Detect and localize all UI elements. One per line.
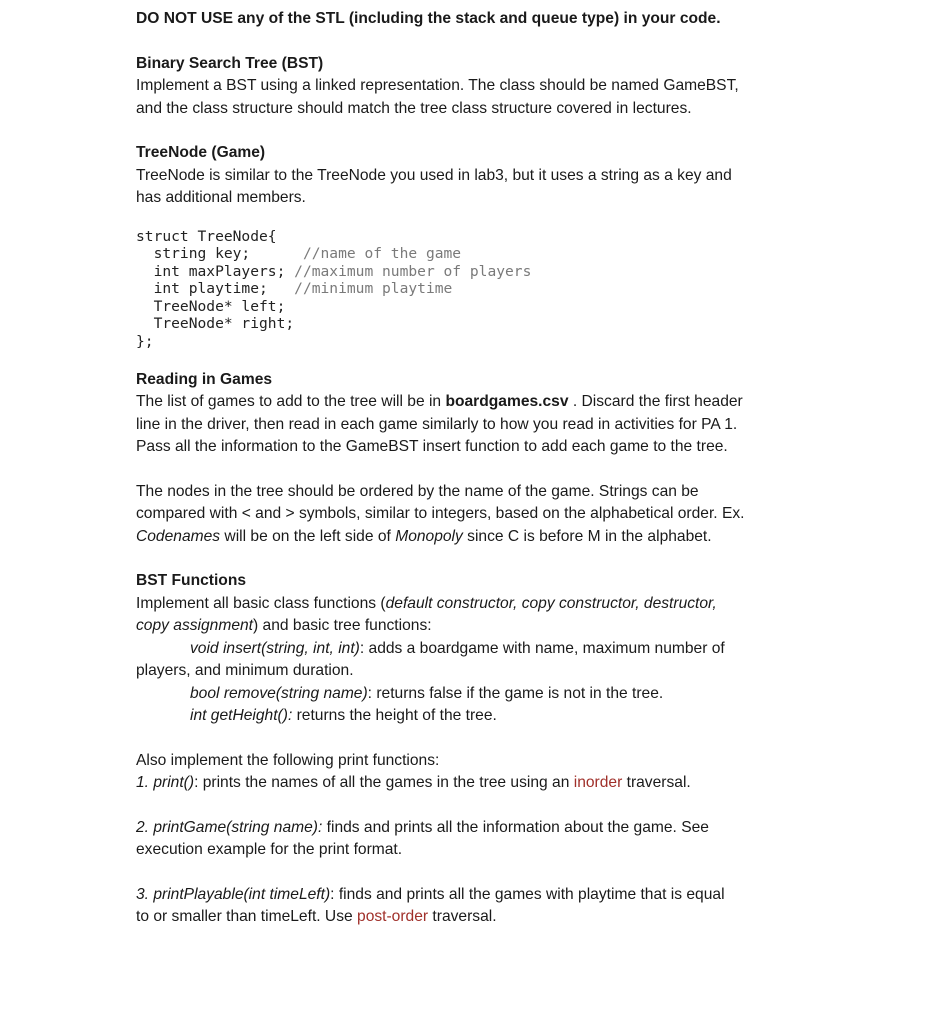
functions-line: Implement all basic class functions (default constructor, copy constructor, destructor, [136,594,717,612]
remove-line: bool remove(string name): returns false if the game is not in the tree. [190,684,664,702]
insert-line: players, and minimum duration. [136,662,354,680]
code-line: int maxPlayers; //maximum number of players [136,262,532,280]
printplayable-line: 3. printPlayable(int timeLeft): finds and prints all the games with playtime that is equal [136,885,725,903]
functions-line: copy assignment) and basic tree functions: [136,617,432,635]
document-page [136,8,796,929]
functions-heading: BST Functions [136,572,247,590]
print-intro: Also implement the following print functions: [136,751,440,769]
bst-heading: Binary Search Tree (BST) [136,54,324,72]
bst-line: and the class structure should match the tree class structure covered in lectures. [136,99,692,117]
reading-line: Pass all the information to the GameBST insert function to add each game to the tree. [136,438,728,456]
printgame-line: 2. printGame(string name): finds and prints all the information about the game. See [136,818,709,836]
stl-notice: DO NOT USE any of the STL (including the stack and queue type) in your code. [136,10,721,27]
filename: boardgames.csv [445,393,569,411]
reading-line: line in the driver, then read in each game similarly to how you read in activities for PA 1. [136,415,738,433]
print-line: 1. print(): prints the names of all the games in the tree using an inorder traversal. [136,774,691,792]
printgame-line: execution example for the print format. [136,841,403,859]
code-line: }; [136,333,154,351]
bst-line: Implement a BST using a linked representation. The class should be named GameBST, [136,77,739,94]
reading-line: The list of games to add to the tree will be in boardgames.csv . Discard the first header [136,393,743,411]
treenode-heading: TreeNode (Game) [136,144,266,161]
ordering-line: Codenames will be on the left side of Monopoly since C is before M in the alphabet. [136,527,712,545]
insert-line: void insert(string, int, int): adds a boardgame with name, maximum number of [190,639,725,657]
code-line: string key; //name of the game [136,245,462,263]
code-line: TreeNode* right; [136,315,295,333]
ordering-line: The nodes in the tree should be ordered by the name of the game. Strings can be [136,482,699,500]
ordering-line: compared with < and > symbols, similar to integers, based on the alphabetical order. Ex. [136,505,745,523]
printplayable-line: to or smaller than timeLeft. Use post-order traversal. [136,908,497,926]
treenode-line: TreeNode is similar to the TreeNode you used in lab3, but it uses a string as a key and [136,166,732,184]
code-line: int playtime; //minimum playtime [136,280,453,298]
treenode-line: has additional members. [136,189,306,206]
code-line: TreeNode* left; [136,297,286,315]
reading-heading: Reading in Games [136,370,273,388]
code-block [136,228,796,351]
code-line: struct TreeNode{ [136,227,277,245]
height-line: int getHeight(): returns the height of the tree. [190,707,497,725]
